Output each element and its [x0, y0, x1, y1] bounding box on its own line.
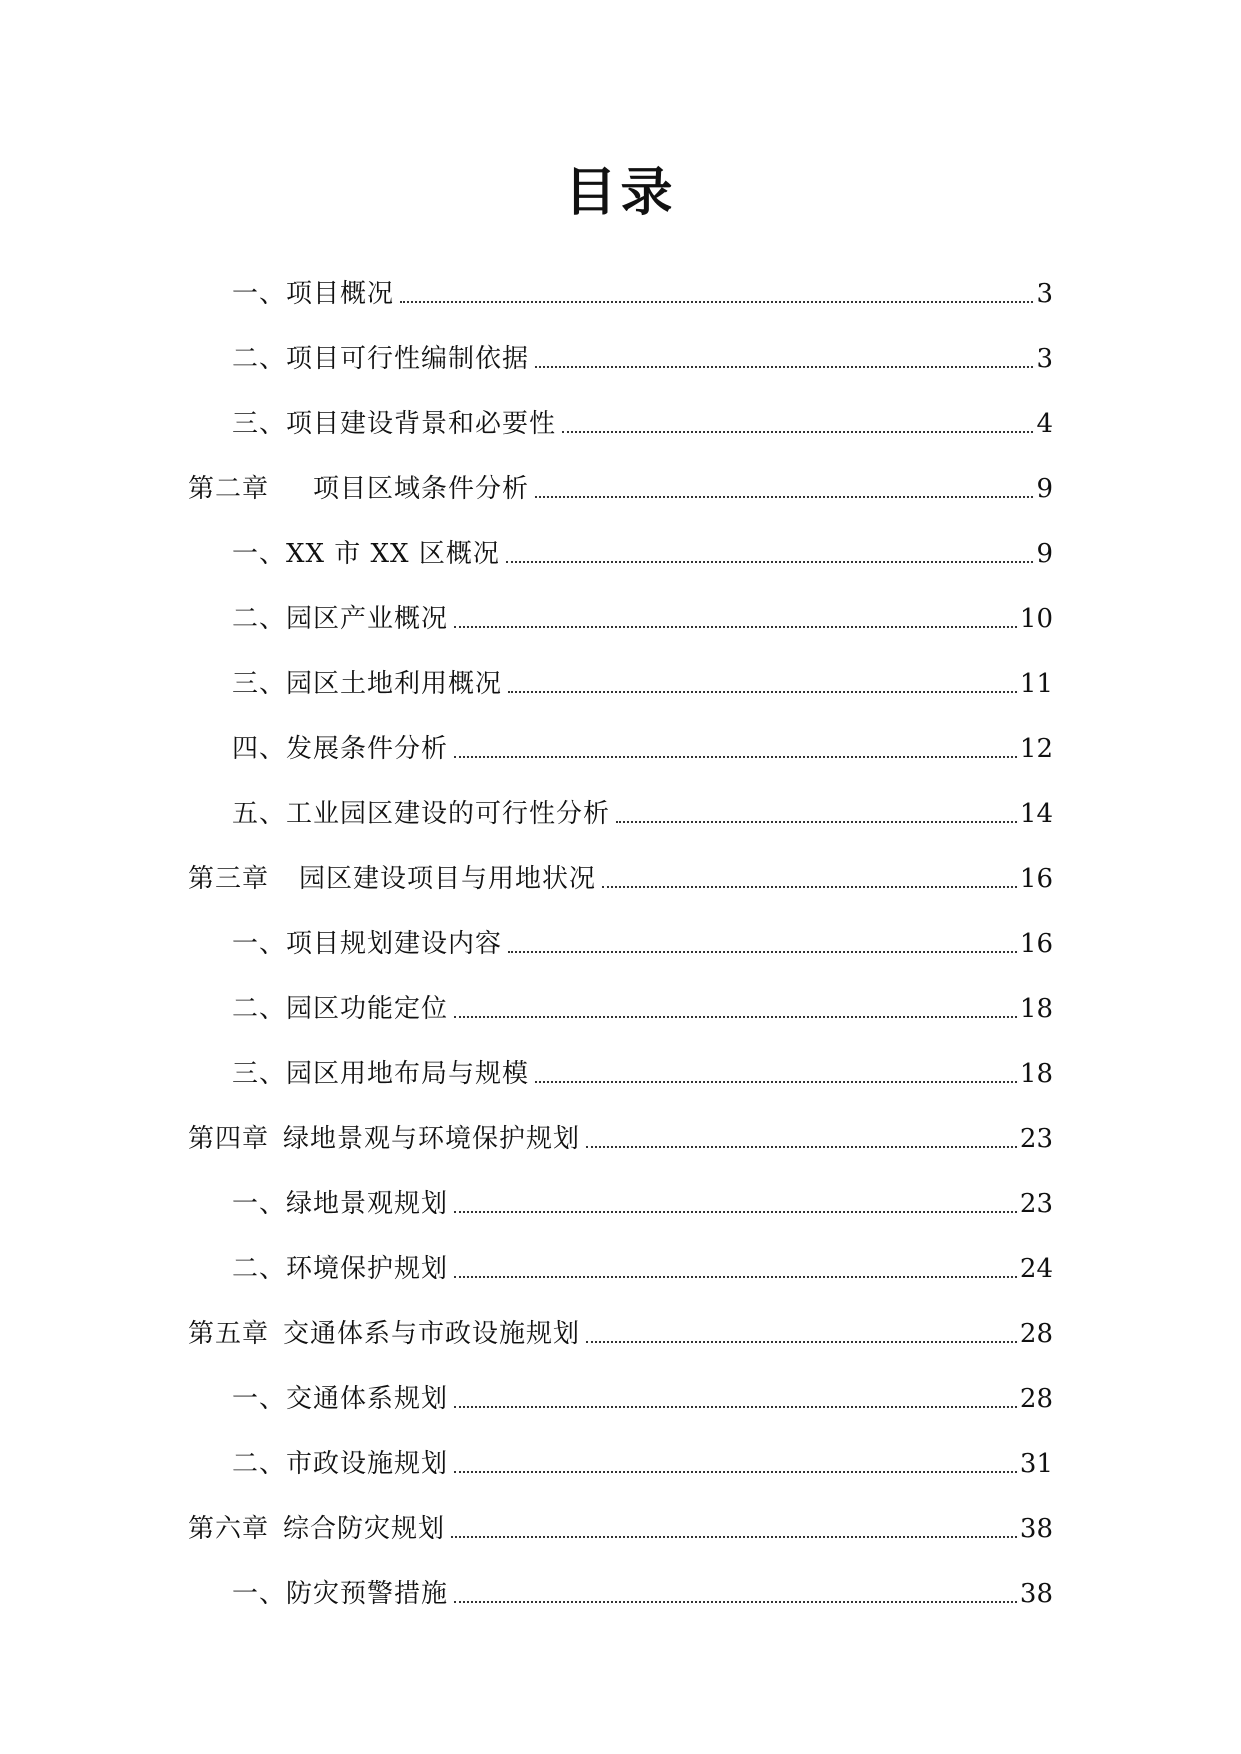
- chapter-number: 第三章: [188, 864, 270, 894]
- toc-page-number: 14: [1019, 799, 1053, 829]
- toc-chapter-heading: [188, 1122, 580, 1156]
- toc-entry-text: 一、防灾预警措施: [232, 1579, 449, 1609]
- toc-entry[interactable]: [0, 642, 1241, 707]
- toc-page-number: 23: [1019, 1189, 1053, 1219]
- toc-entry[interactable]: [0, 772, 1241, 837]
- toc-page-number: 38: [1019, 1514, 1053, 1544]
- toc-page-number: 18: [1019, 994, 1053, 1024]
- toc-entry-text: 二、园区产业概况: [232, 604, 449, 634]
- toc-entry[interactable]: [0, 1227, 1241, 1292]
- dot-leader: [454, 1406, 1017, 1408]
- dot-leader: [454, 1276, 1017, 1278]
- toc-page-number: 28: [1019, 1384, 1053, 1414]
- toc-chapter-entry[interactable]: [0, 837, 1241, 902]
- dot-leader: [535, 496, 1033, 498]
- toc-page-number: 4: [1036, 409, 1053, 439]
- dot-leader: [400, 301, 1033, 303]
- chapter-number: 第四章: [188, 1124, 270, 1154]
- toc-entry-text: 三、园区用地布局与规模: [232, 1059, 530, 1089]
- toc-chapter-heading: [188, 862, 596, 896]
- toc-page-number: 3: [1036, 344, 1053, 374]
- toc-page-number: 12: [1019, 734, 1053, 764]
- chapter-title: 项目区域条件分析: [313, 474, 530, 504]
- toc-entry-text: 四、发展条件分析: [232, 734, 449, 764]
- toc-chapter-entry[interactable]: [0, 1097, 1241, 1162]
- toc-entry[interactable]: [0, 512, 1241, 577]
- toc-chapter-heading: [188, 1317, 580, 1351]
- dot-leader: [535, 1081, 1017, 1083]
- toc-page-number: 31: [1019, 1449, 1053, 1479]
- toc-page-number: 9: [1036, 474, 1053, 504]
- toc-page-number: 18: [1019, 1059, 1053, 1089]
- toc-entry[interactable]: [0, 707, 1241, 772]
- toc-entry-text: 二、项目可行性编制依据: [232, 344, 530, 374]
- toc-entry-text: 一、项目规划建设内容: [232, 929, 503, 959]
- toc-entry-text: 三、园区土地利用概况: [232, 669, 503, 699]
- toc-entry-text: 五、工业园区建设的可行性分析: [232, 799, 611, 829]
- dot-leader: [586, 1341, 1017, 1343]
- toc-entry-text: 二、环境保护规划: [232, 1254, 449, 1284]
- toc-entry[interactable]: [0, 1552, 1241, 1617]
- chapter-title: 绿地景观与环境保护规划: [283, 1124, 581, 1154]
- toc-entry-text: 一、XX 市 XX 区概况: [232, 539, 500, 569]
- toc-entry[interactable]: [0, 1032, 1241, 1097]
- toc-entry[interactable]: [0, 1422, 1241, 1487]
- toc-page-number: 11: [1019, 669, 1053, 699]
- toc-page-number: 28: [1019, 1319, 1053, 1349]
- chapter-number: 第二章: [188, 474, 270, 504]
- toc-page-number: 10: [1019, 604, 1053, 634]
- chapter-title: 综合防灾规划: [283, 1514, 446, 1544]
- toc-entry[interactable]: [0, 252, 1241, 317]
- chapter-number: 第五章: [188, 1319, 270, 1349]
- toc-page-number: 24: [1019, 1254, 1053, 1284]
- toc-chapter-entry[interactable]: [0, 447, 1241, 512]
- toc-entry-text: 一、交通体系规划: [232, 1384, 449, 1414]
- toc-list: [0, 252, 1241, 1617]
- toc-entry[interactable]: [0, 1357, 1241, 1422]
- dot-leader: [506, 561, 1034, 563]
- toc-entry-text: 二、市政设施规划: [232, 1449, 449, 1479]
- toc-page-number: 38: [1019, 1579, 1053, 1609]
- toc-page-number: 16: [1019, 929, 1053, 959]
- chapter-title: 园区建设项目与用地状况: [299, 864, 597, 894]
- dot-leader: [454, 1016, 1017, 1018]
- dot-leader: [602, 886, 1017, 888]
- dot-leader: [454, 1601, 1017, 1603]
- dot-leader: [562, 431, 1033, 433]
- toc-entry[interactable]: [0, 967, 1241, 1032]
- dot-leader: [586, 1146, 1017, 1148]
- toc-page-number: 23: [1019, 1124, 1053, 1154]
- toc-page-number: 9: [1036, 539, 1053, 569]
- toc-chapter-heading: [188, 472, 529, 506]
- toc-chapter-entry[interactable]: [0, 1487, 1241, 1552]
- toc-entry[interactable]: [0, 382, 1241, 447]
- toc-title: 目录: [564, 163, 677, 223]
- chapter-title: 交通体系与市政设施规划: [283, 1319, 581, 1349]
- dot-leader: [508, 691, 1017, 693]
- toc-entry-text: 一、绿地景观规划: [232, 1189, 449, 1219]
- dot-leader: [454, 626, 1017, 628]
- dot-leader: [616, 821, 1017, 823]
- dot-leader: [508, 951, 1017, 953]
- dot-leader: [454, 1211, 1017, 1213]
- toc-entry[interactable]: [0, 902, 1241, 967]
- toc-entry[interactable]: [0, 317, 1241, 382]
- toc-chapter-heading: [188, 1512, 445, 1546]
- dot-leader: [454, 1471, 1017, 1473]
- dot-leader: [454, 756, 1017, 758]
- toc-page-number: 3: [1036, 279, 1053, 309]
- dot-leader: [451, 1536, 1017, 1538]
- toc-page-number: 16: [1019, 864, 1053, 894]
- toc-entry-text: 一、项目概况: [232, 279, 395, 309]
- chapter-number: 第六章: [188, 1514, 270, 1544]
- toc-entry[interactable]: [0, 1162, 1241, 1227]
- dot-leader: [535, 366, 1033, 368]
- toc-entry[interactable]: [0, 577, 1241, 642]
- toc-entry-text: 三、项目建设背景和必要性: [232, 409, 557, 439]
- toc-chapter-entry[interactable]: [0, 1292, 1241, 1357]
- toc-entry-text: 二、园区功能定位: [232, 994, 449, 1024]
